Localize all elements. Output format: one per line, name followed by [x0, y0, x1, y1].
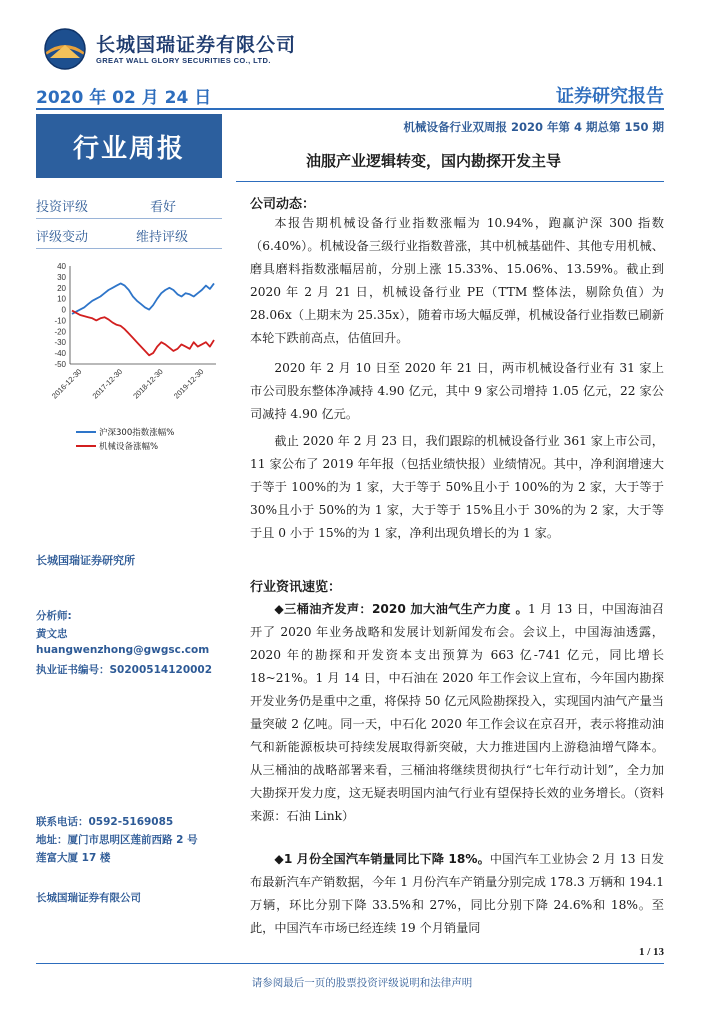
- sidebar-divider: [36, 248, 222, 249]
- analyst-label: 分析师:: [36, 610, 72, 622]
- report-type: 证券研究报告: [556, 86, 664, 107]
- series-line: [72, 283, 214, 314]
- sidebar-divider: [36, 218, 222, 219]
- news-item-text: 中国汽车工业协会 2 月 13 日发布最新汽车产销数据，今年 1 月份汽车产销量分别完成 178.3 万辆和 194.1 万辆，环比分别下降 33.5%和 27%，同比分别下降 24.6%和 18%。至此，中国汽车市场已经连续 19 个月销量同: [250, 852, 664, 935]
- x-tick-label: 2017-12-30: [90, 367, 125, 401]
- footer-divider: [36, 963, 664, 964]
- y-tick-label: -10: [54, 316, 66, 326]
- y-tick-label: -50: [54, 360, 66, 369]
- series-title: 机械设备行业双周报 2020 年第 4 期总第 150 期: [403, 120, 664, 134]
- y-tick-label: -30: [54, 338, 66, 348]
- series-line: [72, 311, 214, 356]
- y-tick-label: 40: [57, 262, 66, 271]
- analyst-email[interactable]: huangwenzhong@gwgsc.com: [36, 644, 210, 656]
- paragraph: 本报告期机械设备行业指数涨幅为 10.94%，跑赢沪深 300 指数（6.40%）。机械设备三级行业指数普涨，其中机械基础件、其他专用机械、磨具磨料指数涨幅居前，分别上涨 15.33%、15.06%、13.59%。截止到 2020 年 2 月 21 日，机械设备行业 PE（TTM 整体法，剔除负值）为 28.06x（上期末为 25.35x），随着市场大幅反弹，机械设备行业指数已刷新本轮下跌前高点，估值回升。: [250, 216, 664, 345]
- footer-disclaimer: 请参阅最后一页的股票投资评级说明和法律声明: [251, 977, 473, 989]
- contact-address-line2: 莲富大厦 17 楼: [36, 852, 111, 864]
- rating-change-value: 维持评级: [136, 230, 189, 245]
- certificate-number: 执业证书编号：S0200514120002: [36, 664, 213, 676]
- title-divider: [236, 181, 664, 182]
- x-tick-label: 2018-12-30: [131, 367, 165, 401]
- y-tick-label: 0: [61, 305, 66, 315]
- company-logo-icon: [44, 28, 86, 70]
- news-item: [250, 848, 664, 940]
- legend-label: 机械设备涨幅%: [99, 442, 159, 452]
- rating-label: 投资评级: [36, 200, 89, 215]
- performance-chart: [36, 260, 222, 490]
- institute-name: 长城国瑞证券研究所: [36, 554, 135, 567]
- brand-name-en: GREAT WALL GLORY SECURITIES CO., LTD.: [96, 56, 271, 65]
- paragraph: 截止 2020 年 2 月 23 日，我们跟踪的机械设备行业 361 家上市公司，11 家公布了 2019 年年报（包括业绩快报）业绩情况。其中，净利润增速大于等于 100%的为 1 家，大于等于 50%且小于 100%的为 2 家，大于等于 30%且小于 50%的为 1 家，大于等于 15%且小于 30%的为 2 家，大于等于且 0 小于 15%的为 1 家，净利出现负增长的为 1 家。: [250, 434, 664, 540]
- weekly-label: 行业周报: [72, 133, 185, 164]
- report-date: 2020 年 02 月 24 日: [36, 88, 212, 108]
- contact-phone: 联系电话：0592-5169085: [36, 816, 174, 828]
- y-tick-label: 20: [57, 283, 66, 293]
- y-tick-label: -40: [54, 349, 66, 359]
- analyst-name: 黄文忠: [36, 628, 68, 640]
- header-divider: [36, 108, 664, 110]
- legend-label: 沪深300指数涨幅%: [99, 428, 175, 438]
- main-title: 油服产业逻辑转变，国内勘探开发主导: [306, 152, 562, 170]
- news-item-title: ◆三桶油齐发声：2020 加大油气生产力度 。: [274, 602, 529, 616]
- x-tick-label: 2016-12-30: [49, 367, 84, 401]
- rating-value: 看好: [150, 200, 177, 215]
- paragraph: 2020 年 2 月 10 日至 2020 年 21 日，两市机械设备行业有 31 家上市公司股东整体净减持 4.90 亿元，其中 9 家公司增持 1.05 亿元，22 家公司减持 4.90 亿元。: [250, 361, 664, 421]
- contact-address: 地址：厦门市思明区莲前西路 2 号: [36, 834, 198, 846]
- industry-news-heading: 行业资讯速览：: [250, 580, 342, 595]
- company-name: 长城国瑞证券有限公司: [36, 892, 141, 904]
- company-news-heading: 公司动态：: [250, 197, 316, 212]
- y-tick-label: 10: [57, 294, 66, 304]
- y-tick-label: -20: [54, 327, 66, 337]
- rating-change-label: 评级变动: [36, 230, 89, 245]
- page-number: 1 / 13: [638, 946, 664, 958]
- weekly-label-box: [36, 114, 222, 178]
- news-item-title: ◆1 月份全国汽车销量同比下降 18%。: [274, 852, 490, 866]
- brand-name: 长城国瑞证券有限公司: [96, 34, 297, 56]
- x-tick-label: 2019-12-30: [171, 367, 206, 401]
- news-item: [250, 598, 664, 828]
- y-tick-label: 30: [57, 272, 66, 282]
- news-item-text: 1 月 13 日，中国海油召开了 2020 年业务战略和发展计划新闻发布会。会议上，中国海油透露，2020 年的勘探和开发资本支出预算为 663 亿-741 亿元，同比增长 18~21%。1 月 14 日，中石油在 2020 年工作会议上宣布，今年国内勘探开发业务仍是重中之重，将保持 50 亿元风险勘探投入，实现国内油气产量当量突破 2 亿吨。同一天，中石化 2020 年工作会议在京召开，表示将推动油气和新能源板块可持续发展取得新突破，大力推进国内上游稳油增气降本。从三桶油的战略部署来看，三桶油将继续贯彻执行“七年行动计划”，全力加大勘探开发力度，这无疑表明国内油气行业有望保持长效的业务增长。（资料来源：石油 Link）: [250, 602, 664, 823]
